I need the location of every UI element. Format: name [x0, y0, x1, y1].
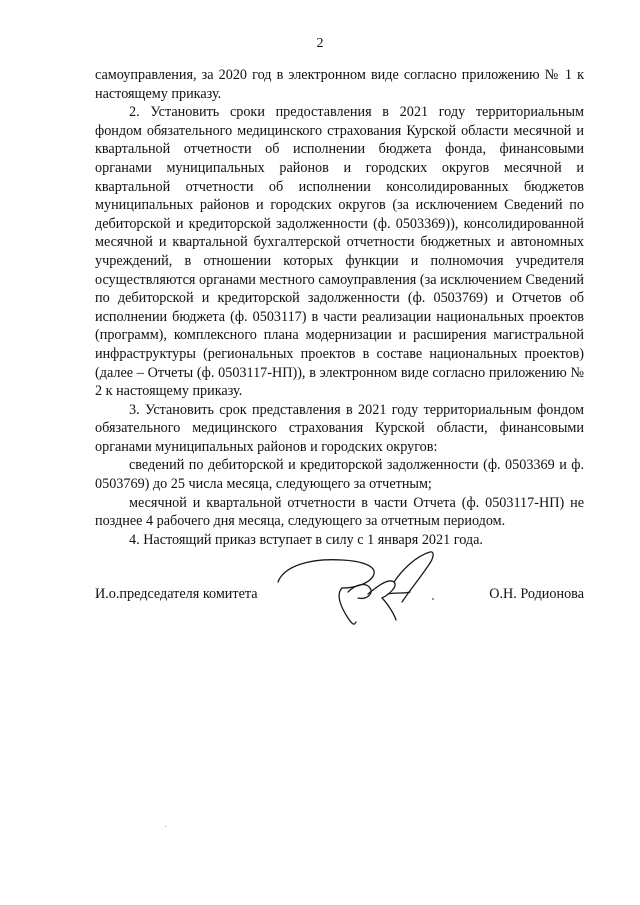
signature-block [95, 582, 584, 606]
page-number: 2 [316, 36, 324, 51]
document-body [95, 66, 584, 549]
scan-speck [165, 826, 166, 827]
paragraph-item-2: 2. Установить сроки предоставления в 2021 году территориальным фондом обязательного медицинского страхования Курской области месячной и квартальной отчетности об исполнении бюджета фонда, финансовыми органами муниципальных районов и городских округов месячной и квартальной отчетности об исполнении консолидированных бюджетов муниципальных районов и городских округов (за исключением Сведений по дебиторской и кредиторской задолженности (ф. 0503369)), консолидированной месячной и квартальной бухгалтерской отчетности бюджетных и автономных учреждений, в отношении которых функции и полномочия учредителя осуществляются органами местного самоуправления (за исключением Сведений по дебиторской и кредиторской задолженности (ф. 0503769) и Отчетов об исполнении бюджета (ф. 0503117) в части реализации национальных проектов (программ), комплексного плана модернизации и расширения магистральной инфраструктуры (региональных проектов в составе национальных проектов) (далее – Отчеты (ф. 0503117-НП)), в электронном виде согласно приложению № 2 к настоящему приказу. [95, 104, 584, 400]
signer-position: И.о.председателя комитета [95, 586, 258, 602]
paragraph-item-4: 4. Настоящий приказ вступает в силу с 1 января 2021 года. [129, 531, 483, 548]
paragraph-sub-1: сведений по дебиторской и кредиторской задолженности (ф. 0503369 и ф. 0503769) до 25 числа месяца, следующего за отчетным; [95, 457, 584, 493]
paragraph-continuation: самоуправления, за 2020 год в электронном виде согласно приложению № 1 к настоящему приказу. [95, 67, 584, 102]
paragraph-item-3: 3. Установить срок представления в 2021 году территориальным фондом обязательного медицинского страхования Курской области, финансовыми органами муниципальных районов и городских округов: [95, 401, 584, 455]
paragraph-sub-2: месячной и квартальной отчетности в части Отчета (ф. 0503117-НП) не позднее 4 рабочего дня месяца, следующего за отчетным периодом. [95, 494, 584, 530]
signer-name: О.Н. Родионова [489, 586, 584, 602]
